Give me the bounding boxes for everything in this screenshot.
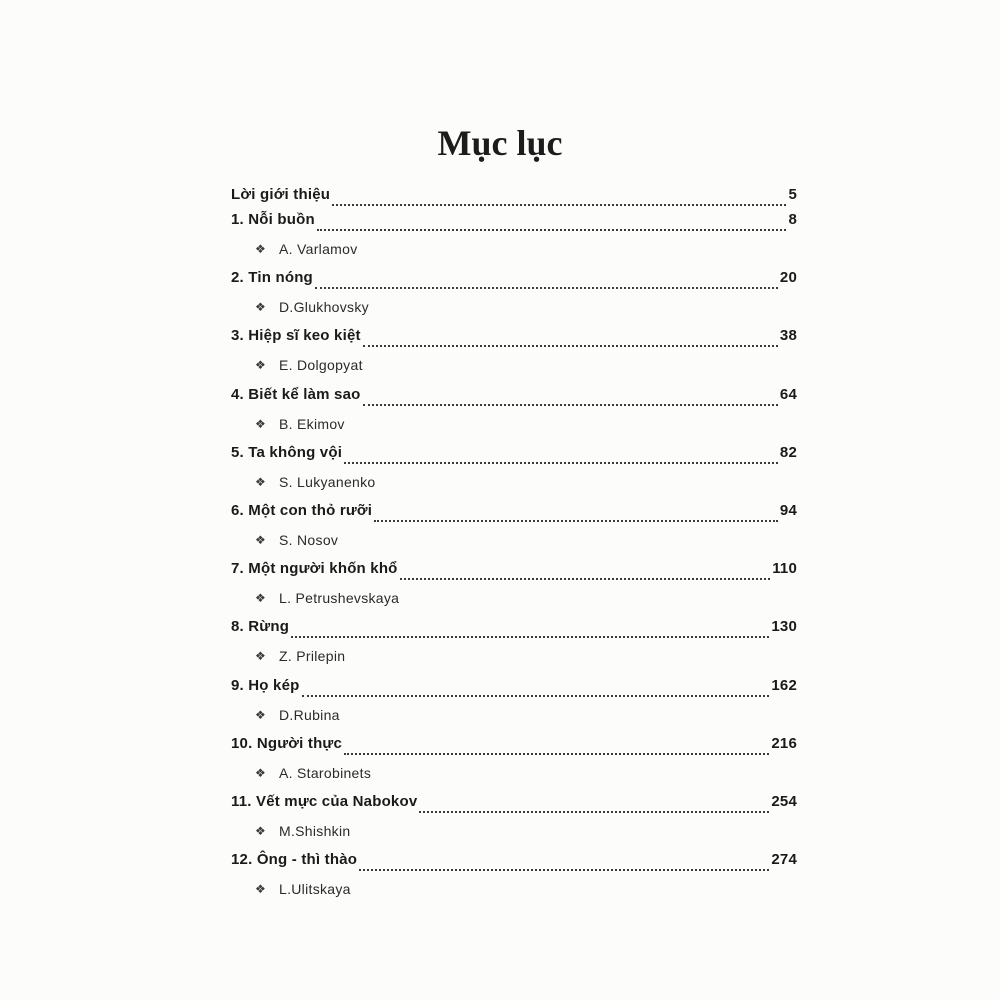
dot-leader	[291, 636, 769, 638]
dot-leader	[374, 520, 778, 522]
diamond-bullet-icon: ❖	[255, 300, 267, 315]
toc-entry[interactable]	[231, 211, 797, 269]
toc-entry-author: B. Ekimov	[279, 415, 345, 432]
diamond-bullet-icon: ❖	[255, 358, 267, 373]
toc-entry-page: 110	[772, 560, 797, 578]
toc-entry-title: 3. Hiệp sĩ keo kiệt	[231, 327, 361, 345]
diamond-bullet-icon: ❖	[255, 474, 267, 489]
table-of-contents	[231, 186, 797, 909]
toc-entry-author: M.Shishkin	[279, 822, 351, 839]
toc-entry-title: 12. Ông - thì thào	[231, 851, 358, 869]
toc-entry-author-row	[255, 817, 797, 845]
dot-leader	[317, 229, 787, 231]
toc-entry-title: 6. Một con thỏ rưỡi	[231, 501, 373, 519]
diamond-bullet-icon: ❖	[255, 707, 267, 722]
dot-leader	[359, 869, 769, 871]
toc-entry-title: 5. Ta không vội	[231, 443, 343, 461]
toc-entry-page: 274	[771, 851, 797, 869]
dot-leader	[363, 345, 778, 347]
dot-leader	[302, 695, 770, 697]
dot-leader	[363, 404, 778, 406]
diamond-bullet-icon: ❖	[255, 882, 267, 897]
toc-entry-page: 8	[788, 211, 797, 228]
toc-entry-page: 82	[779, 443, 797, 461]
toc-entry-page: 94	[779, 501, 797, 519]
dot-leader	[344, 753, 769, 755]
toc-entry[interactable]	[231, 735, 797, 793]
toc-entry-author-row	[255, 235, 797, 263]
toc-entry[interactable]	[231, 444, 797, 502]
diamond-bullet-icon: ❖	[255, 242, 267, 256]
toc-entry-page: 5	[788, 186, 797, 203]
toc-entry-title: 11. Vết mực của Nabokov	[231, 792, 418, 810]
toc-entry-page: 38	[779, 327, 797, 345]
dot-leader	[400, 578, 771, 580]
toc-entry-author-row	[255, 584, 797, 612]
dot-leader	[344, 462, 778, 464]
toc-entry-title: 7. Một người khốn khổ	[231, 560, 398, 578]
toc-entry-author: A. Varlamov	[279, 241, 358, 257]
toc-entry-title: 1. Nỗi buồn	[231, 211, 315, 228]
toc-entry-page: 64	[779, 385, 797, 403]
toc-entry-page: 130	[771, 618, 797, 636]
toc-entry-page: 162	[771, 676, 797, 694]
diamond-bullet-icon: ❖	[255, 416, 267, 431]
toc-entry-title: Lời giới thiệu	[231, 186, 331, 203]
toc-entry-author-row	[255, 351, 797, 379]
toc-entry[interactable]	[231, 560, 797, 618]
page-title: Mục lục	[437, 123, 563, 163]
diamond-bullet-icon: ❖	[255, 532, 267, 547]
toc-entry-title: 9. Họ kép	[231, 676, 300, 694]
toc-entry-author-row	[255, 468, 797, 496]
toc-entry-author-row	[255, 293, 797, 321]
toc-entry-page: 216	[771, 734, 797, 752]
diamond-bullet-icon: ❖	[255, 649, 267, 664]
toc-entry-page: 20	[779, 269, 797, 287]
toc-entry-title: 4. Biết kể làm sao	[231, 385, 361, 403]
toc-entry-author: D.Glukhovsky	[279, 299, 369, 316]
toc-entry[interactable]	[231, 386, 797, 444]
toc-entry-intro[interactable]	[231, 186, 797, 211]
toc-entry-title: 8. Rừng	[231, 618, 290, 636]
toc-entry[interactable]	[231, 851, 797, 909]
toc-entry-author-row	[255, 642, 797, 670]
toc-entry[interactable]	[231, 793, 797, 851]
toc-entry-author: A. Starobinets	[279, 764, 372, 781]
toc-entry-author-row	[255, 759, 797, 787]
toc-entry-author: D.Rubina	[279, 706, 340, 723]
toc-entry[interactable]	[231, 502, 797, 560]
toc-entry-author: L.Ulitskaya	[279, 881, 351, 898]
toc-entry-author-row	[255, 526, 797, 554]
toc-entries	[231, 211, 797, 909]
toc-entry-author: S. Nosov	[279, 531, 339, 548]
toc-entry[interactable]	[231, 618, 797, 676]
toc-entry-author: S. Lukyanenko	[279, 473, 376, 490]
toc-entry[interactable]	[231, 269, 797, 327]
toc-entry-author-row	[255, 875, 797, 903]
toc-entry-title: 10. Người thực	[231, 734, 343, 752]
toc-entry[interactable]	[231, 327, 797, 385]
diamond-bullet-icon: ❖	[255, 823, 267, 838]
toc-entry-author: E. Dolgopyat	[279, 357, 363, 374]
toc-entry[interactable]	[231, 677, 797, 735]
dot-leader	[315, 287, 778, 289]
diamond-bullet-icon: ❖	[255, 591, 267, 606]
dot-leader	[419, 811, 769, 813]
toc-entry-author: L. Petrushevskaya	[279, 590, 400, 607]
toc-entry-title: 2. Tin nóng	[231, 269, 313, 287]
toc-entry-author: Z. Prilepin	[279, 648, 346, 665]
diamond-bullet-icon: ❖	[255, 765, 267, 780]
dot-leader	[332, 204, 786, 206]
toc-entry-author-row	[255, 410, 797, 438]
toc-entry-page: 254	[771, 792, 797, 810]
toc-entry-author-row	[255, 701, 797, 729]
